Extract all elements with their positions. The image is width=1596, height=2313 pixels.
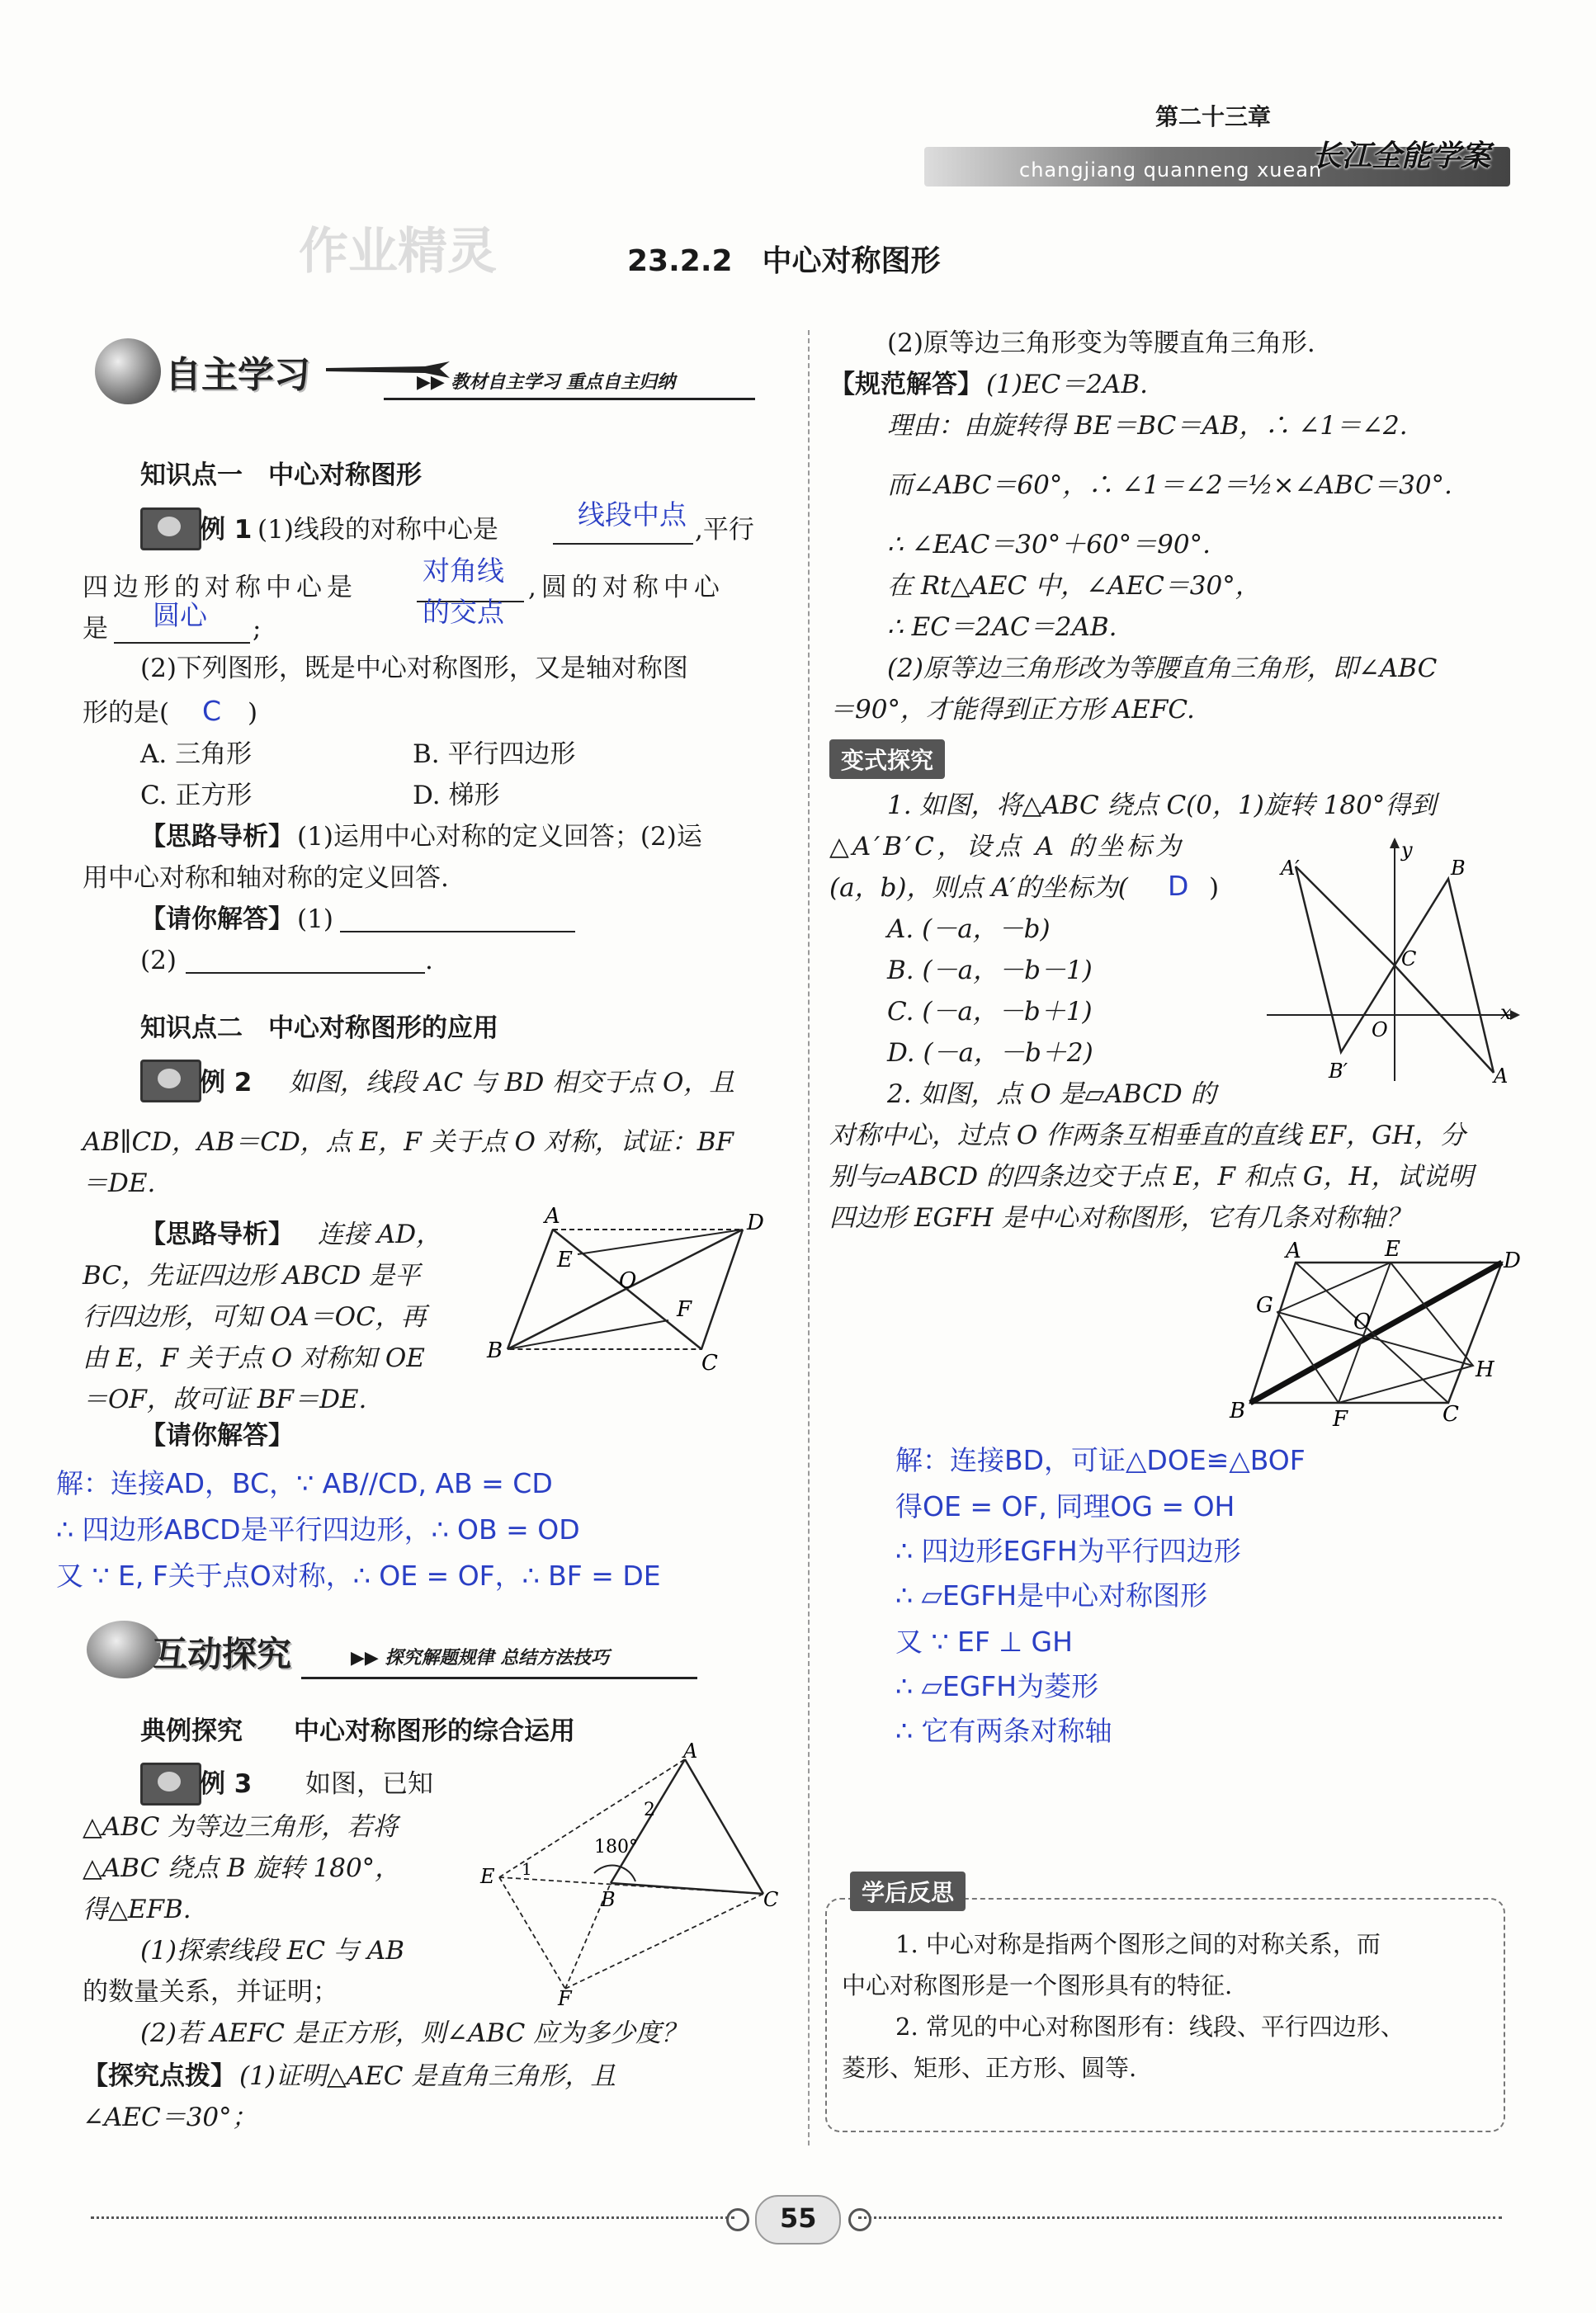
example-2-label: 例 2 [200,1068,253,1097]
ex3-4: 得△EFB. [83,1895,191,1924]
handwritten-right-1: 解：连接BD，可证△DOE≌△BOF [895,1444,1306,1476]
banner-title: 自主学习 [165,354,310,396]
svg-text:B: B [487,1338,503,1363]
svg-text:G: G [1256,1293,1273,1318]
footer-line-left [91,2216,734,2219]
variant-option-a: A. (－a，－b) [887,914,1051,944]
section-title: 23.2.2 中心对称图形 [627,244,941,278]
guide-2-2: BC，先证四边形 ABCD 是平 [83,1261,421,1291]
ex3-3: △ABC 绕点 B 旋转 180°， [83,1853,401,1883]
ex2-q1: 如图，线段 AC 与 BD 相交于点 O，且 [289,1068,735,1097]
answer-4: C [202,695,222,727]
svg-text:E: E [557,1248,573,1272]
variant-1a: 1. 如图，将△ABC 绕点 C(0，1)旋转 180°得到 [887,791,1437,820]
answer-blank-2 [186,972,425,974]
ex2-q2: AB∥CD，AB＝CD，点 E，F 关于点 O 对称，试证：BF [83,1127,734,1157]
ex1-q1d: ,圆的对称中心 [528,573,725,602]
hint-2: ∠AEC＝30°； [83,2103,257,2132]
reflection-2: 中心对称图形是一个图形具有的特征. [842,1971,1233,1999]
triangle-abc [1395,879,1494,1073]
svg-text:O: O [1372,1018,1388,1041]
answer-line-2: (2) [140,946,177,975]
svg-text:E: E [480,1865,495,1888]
footer-ornament-left [726,2208,749,2231]
svg-text:O: O [619,1268,637,1293]
guide-2-5: ＝OF，故可证 BF＝DE. [83,1385,367,1414]
figure-rotation-ex3 [479,1739,779,2010]
answer-label-2: 【请你解答】 [140,1421,294,1451]
svg-text:C: C [763,1888,779,1911]
option-b: B. 平行四边形 [413,739,576,769]
ex1-q2b: 形的是( [83,698,170,728]
right-r6: 在 Rt△AEC 中，∠AEC＝30°， [887,571,1261,601]
svg-text:O: O [1353,1310,1372,1334]
guide-label-1: 【思路导析】 [140,822,294,852]
ex1-q1e: 是 [83,614,108,644]
figure-coordinate-rotation [1263,833,1527,1089]
handwritten-right-2: 得OE = OF, 同理OG = OH [895,1490,1235,1522]
blank-3 [114,642,250,644]
banner-title: 互动探究 [153,1634,292,1674]
svg-text:D: D [1504,1249,1521,1273]
variant-1d: ) [1209,873,1220,903]
hint-label: 【探究点拨】 [83,2061,236,2091]
svg-text:C: C [1443,1402,1459,1427]
handwritten-right-5: 又 ∵ EF ⊥ GH [895,1626,1073,1658]
reflection-3: 2. 常见的中心对称图形有：线段、平行四边形、 [895,2013,1405,2041]
variant-2b: 对称中心，过点 O 作两条互相垂直的直线 EF，GH，分 [829,1121,1466,1150]
guide-1b: 用中心对称和轴对称的定义回答. [83,863,449,893]
answer-label-1: 【请你解答】 [140,904,294,934]
globe-icon [95,338,161,404]
right-r5: ∴ ∠EAC＝30°＋60°＝90°. [887,530,1211,559]
side-bc [611,1883,763,1894]
svg-text:H: H [1476,1357,1494,1382]
blank-1 [553,543,693,545]
svg-text:2: 2 [644,1800,655,1820]
footer-ornament-right [848,2208,871,2231]
standard-answer-label: 【规范解答】 [829,370,983,399]
svg-text:A: A [1286,1239,1301,1263]
banner-slogan: ▶▶ 教材自主学习 重点自主归纳 [417,372,676,393]
ex3-7: (2)若 AEFC 是正方形，则∠ABC 应为多少度？ [140,2018,687,2048]
right-r4: 而∠ABC＝60°，∴ ∠1＝∠2＝½×∠ABC＝30°. [887,470,1452,500]
handwritten-solution-1: 解：连接AD，BC，∵ AB//CD, AB = CD [56,1467,553,1499]
ex3-1: 如图，已知 [305,1769,433,1799]
svg-text:E: E [1385,1237,1400,1262]
brand-logo: 长江全能学案 [1312,139,1491,173]
banner-line [301,1677,697,1679]
svg-text:x: x [1500,1001,1512,1024]
ex1-q1a: (1)线段的对称中心是 [257,515,498,545]
variant-2d: 四边形 EGFH 是中心对称图形，它有几条对称轴？ [829,1203,1411,1233]
svg-text:A: A [683,1739,698,1763]
example-1-label: 例 1 [200,515,253,545]
reflection-badge: 学后反思 [850,1872,966,1911]
knowledge-point-1: 知识点一 中心对称图形 [140,460,422,490]
ex1-q1c: 四边形的对称中心是 [83,573,357,602]
blackboard-icon [140,507,201,550]
ex1-q1b: ,平行 [695,515,754,545]
svg-text:180°: 180° [594,1837,638,1857]
svg-text:B: B [1451,857,1466,880]
banner-line [384,398,755,400]
svg-text:F: F [1333,1407,1348,1432]
banner-interactive [87,1617,697,1683]
typical-example-heading: 典例探究 中心对称图形的综合运用 [140,1716,575,1746]
svg-text:y: y [1401,838,1413,861]
ex1-q2a: (2)下列图形，既是中心对称图形，又是轴对称图 [140,654,688,683]
ex2-q3: ＝DE. [83,1168,156,1198]
guide-label-2: 【思路导析】 [140,1220,294,1249]
page-number: 55 [780,2202,817,2234]
answer-2a: 对角线 [423,555,504,587]
svg-text:F: F [558,1987,572,2010]
x-axis-arrow [1510,1010,1520,1020]
handwritten-right-7: ∴ 它有两条对称轴 [895,1715,1112,1747]
rotation-arc [594,1866,635,1881]
svg-text:B′: B′ [1329,1060,1348,1083]
variant-option-b: B. (－a，－b－1) [887,956,1093,985]
variant-2a: 2. 如图，点 O 是▱ABCD 的 [887,1079,1216,1109]
option-d: D. 梯形 [413,781,500,810]
variant-2c: 别与▱ABCD 的四条边交于点 E，F 和点 G，H，试说明 [829,1162,1474,1192]
variant-1b: △A′B′C，设点 A 的坐标为 [829,832,1184,861]
guide-1a: (1)运用中心对称的定义回答；(2)运 [297,822,702,852]
side-ac [685,1759,763,1894]
right-r7: ∴ EC＝2AC＝2AB. [887,612,1117,642]
banner-slogan: ▶▶ 探究解题规律 总结方法技巧 [351,1648,610,1669]
handwritten-right-6: ∴ ▱EGFH为菱形 [895,1670,1099,1702]
line-gh [1277,1312,1473,1366]
variant-1-answer: D [1168,870,1189,902]
svg-text:A: A [545,1204,560,1229]
y-axis-arrow [1390,838,1400,848]
guide-2-4: 由 E，F 关于点 O 对称知 OE [83,1343,425,1373]
svg-text:C: C [701,1351,718,1376]
reflection-1: 1. 中心对称是指两个图形之间的对称关系，而 [895,1930,1381,1958]
handwritten-right-4: ∴ ▱EGFH是中心对称图形 [895,1579,1208,1612]
chapter-label: 第二十三章 [1155,103,1272,130]
guide-2-3: 行四边形，可知 OA＝OC，再 [83,1302,427,1332]
right-r1: (2)原等边三角形变为等腰直角三角形. [887,328,1315,358]
handwritten-right-3: ∴ 四边形EGFH为平行四边形 [895,1535,1241,1567]
option-a: A. 三角形 [140,739,253,769]
svg-text:D: D [747,1211,764,1235]
variant-explore-badge: 变式探究 [829,739,945,779]
svg-text:1: 1 [522,1859,532,1879]
svg-text:A′: A′ [1281,857,1300,880]
handwritten-solution-3: 又 ∵ E, F关于点O对称，∴ OE = OF，∴ BF = DE [56,1560,661,1592]
diag-ac [1296,1263,1448,1403]
svg-text:F: F [677,1297,692,1322]
banner-self-study [87,330,755,404]
ex3-6: 的数量关系，并证明； [83,1977,338,2007]
right-r3: 理由：由旋转得 BE＝BC＝AB，∴ ∠1＝∠2. [887,411,1408,441]
seg-bf [508,1320,668,1349]
answer-end-dot: . [425,946,433,975]
answer-1: 线段中点 [578,498,687,531]
column-divider [808,330,810,2145]
guide-2-1: 连接 AD， [318,1220,442,1249]
figure-parallelogram-ex2 [479,1205,776,1378]
right-r8: (2)原等边三角形改为等腰直角三角形，即∠ABC [887,654,1438,683]
right-r2: (1)EC＝2AB. [986,370,1149,399]
blackboard-icon [140,1763,201,1806]
planet-icon [87,1621,161,1678]
example-3-label: 例 3 [200,1769,253,1799]
ex3-5: (1)探索线段 EC 与 AB [140,1936,404,1966]
answer-line-1: (1) [297,904,333,934]
ex1-q1f: ; [253,614,262,644]
reflection-4: 菱形、矩形、正方形、圆等. [842,2054,1137,2082]
footer-line-right [858,2216,1502,2219]
hint-1: (1)证明△AEC 是直角三角形，且 [239,2061,616,2091]
side-ab [611,1759,685,1883]
knowledge-point-2: 知识点二 中心对称图形的应用 [140,1013,498,1043]
answer-2b: 的交点 [423,596,504,628]
answer-3: 圆心 [153,599,207,631]
seg-fc [565,1894,763,1989]
ex1-q2c: ) [248,698,258,728]
right-r9: ＝90°，才能得到正方形 AEFC. [829,695,1195,725]
figure-parallelogram-egfh [1221,1237,1521,1436]
answer-blank-1 [340,931,575,932]
variant-option-c: C. (－a，－b＋1) [887,997,1093,1027]
variant-option-d: D. (－a，－b＋2) [887,1038,1093,1068]
svg-text:C: C [1401,947,1417,970]
ex3-2: △ABC 为等边三角形，若将 [83,1812,399,1842]
svg-text:A: A [1494,1064,1509,1088]
watermark: 作业精灵 [299,223,497,281]
brand-pinyin: changjiang quanneng xuean [1019,158,1323,182]
blackboard-icon [140,1060,201,1102]
variant-1c: (a，b)，则点 A′的坐标为( [829,873,1128,903]
option-c: C. 正方形 [140,781,253,810]
seg-ef [499,1877,565,1989]
svg-text:B: B [601,1888,616,1911]
handwritten-solution-2: ∴ 四边形ABCD是平行四边形，∴ OB = OD [56,1513,580,1546]
svg-text:B: B [1230,1399,1246,1423]
side-ab [508,1230,553,1349]
